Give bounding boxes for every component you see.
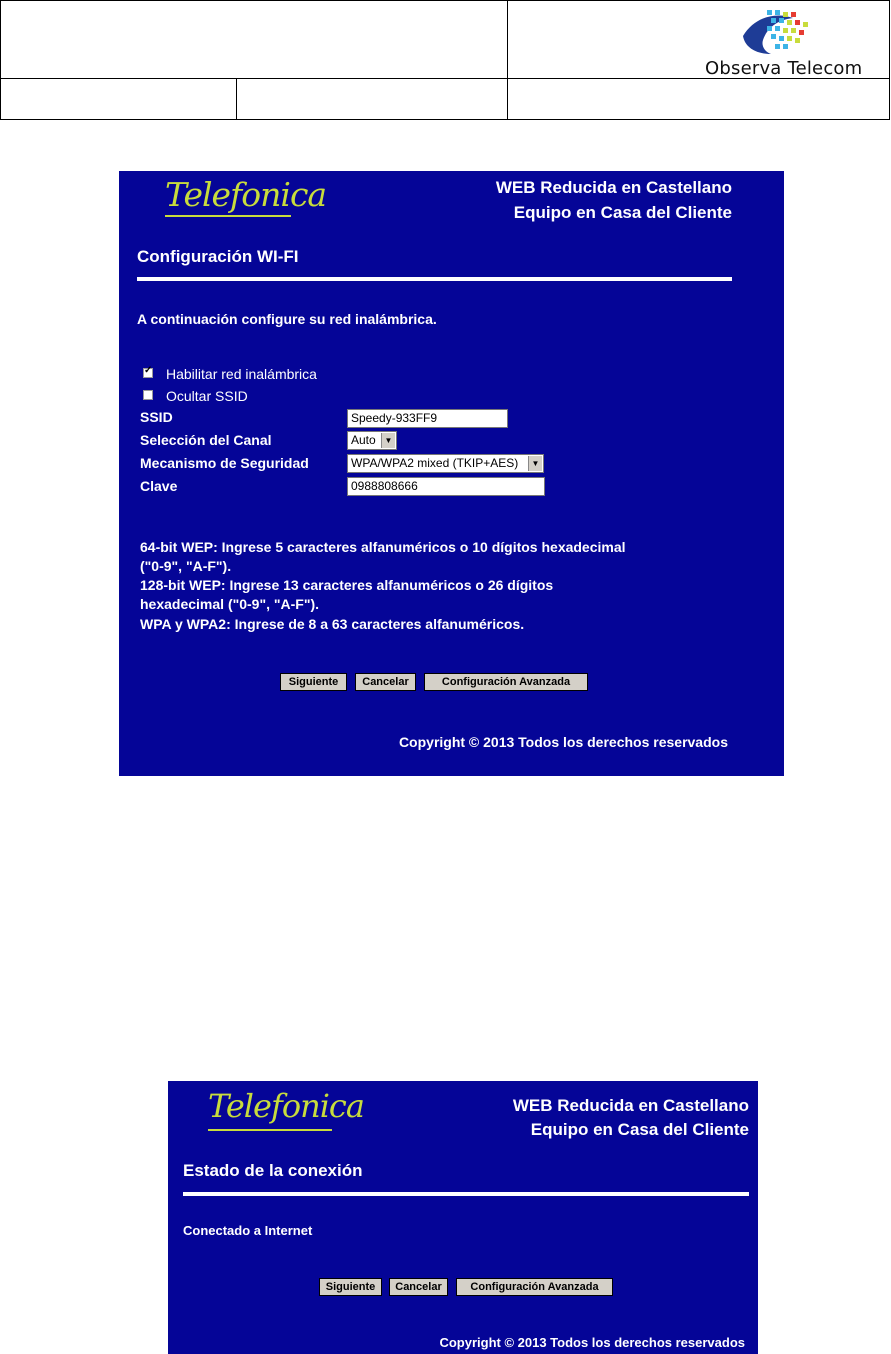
page-title: Configuración WI-FI [137,247,299,266]
info-line-3: 128-bit WEP: Ingrese 13 caracteres alfanuméricos o 26 dígitos [140,577,554,593]
header-line-1: WEB Reducida en Castellano [512,1096,749,1115]
header-line-2: Equipo en Casa del Cliente [513,203,732,222]
ssid-label: SSID [140,409,173,425]
advanced-config-button[interactable]: Configuración Avanzada [456,1278,613,1296]
enable-wifi-checkbox[interactable] [143,368,153,378]
next-button[interactable]: Siguiente [319,1278,382,1296]
key-input[interactable]: 0988808666 [347,477,545,496]
cancel-button[interactable]: Cancelar [389,1278,448,1296]
hide-ssid-label: Ocultar SSID [166,388,248,404]
logo-underline [165,215,291,217]
header-line-1: WEB Reducida en Castellano [495,178,732,197]
ssid-input[interactable]: Speedy-933FF9 [347,409,508,428]
header-line-2: Equipo en Casa del Cliente [530,1120,749,1139]
channel-select[interactable] [347,431,397,450]
key-label: Clave [140,478,178,494]
wifi-config-panel [119,171,784,776]
copyright: Copyright © 2013 Todos los derechos reservados [439,1335,745,1350]
channel-label: Selección del Canal [140,432,272,448]
info-line-2: ("0-9", "A-F"). [140,558,232,574]
next-button[interactable]: Siguiente [280,673,347,691]
security-select[interactable] [347,454,544,473]
cancel-button[interactable]: Cancelar [355,673,416,691]
intro-text: A continuación configure su red inalámbrica. [137,311,437,327]
header-cell-title [0,0,508,79]
title-divider [137,277,732,281]
telefonica-logo: Telefonica [208,1087,364,1125]
chevron-down-icon[interactable]: ▼ [528,456,542,471]
observa-telecom-logo [705,6,875,78]
header-cell-1 [0,78,237,120]
security-value: WPA/WPA2 mixed (TKIP+AES) [351,456,519,470]
title-divider [183,1192,749,1196]
enable-wifi-label: Habilitar red inalámbrica [166,366,317,382]
document-header-table [0,0,890,120]
channel-value: Auto [351,433,376,447]
page-title: Estado de la conexión [183,1161,363,1180]
connection-status-text: Conectado a Internet [183,1223,313,1238]
advanced-config-button[interactable]: Configuración Avanzada [424,673,588,691]
telefonica-logo: Telefonica [165,175,327,214]
security-label: Mecanismo de Seguridad [140,455,309,471]
logo-name: Observa Telecom [705,58,863,79]
header-cell-2 [236,78,508,120]
chevron-down-icon[interactable]: ▼ [381,433,395,448]
info-line-1: 64-bit WEP: Ingrese 5 caracteres alfanuméricos o 10 dígitos hexadecimal [140,539,626,555]
connection-status-panel [168,1081,758,1354]
info-line-4: hexadecimal ("0-9", "A-F"). [140,596,320,612]
info-line-5: WPA y WPA2: Ingrese de 8 a 63 caracteres alfanuméricos. [140,616,525,632]
logo-underline [208,1129,332,1131]
hide-ssid-checkbox[interactable] [143,390,153,400]
header-cell-3 [507,78,890,120]
observa-eye-icon [737,6,857,58]
copyright: Copyright © 2013 Todos los derechos reservados [398,734,728,750]
